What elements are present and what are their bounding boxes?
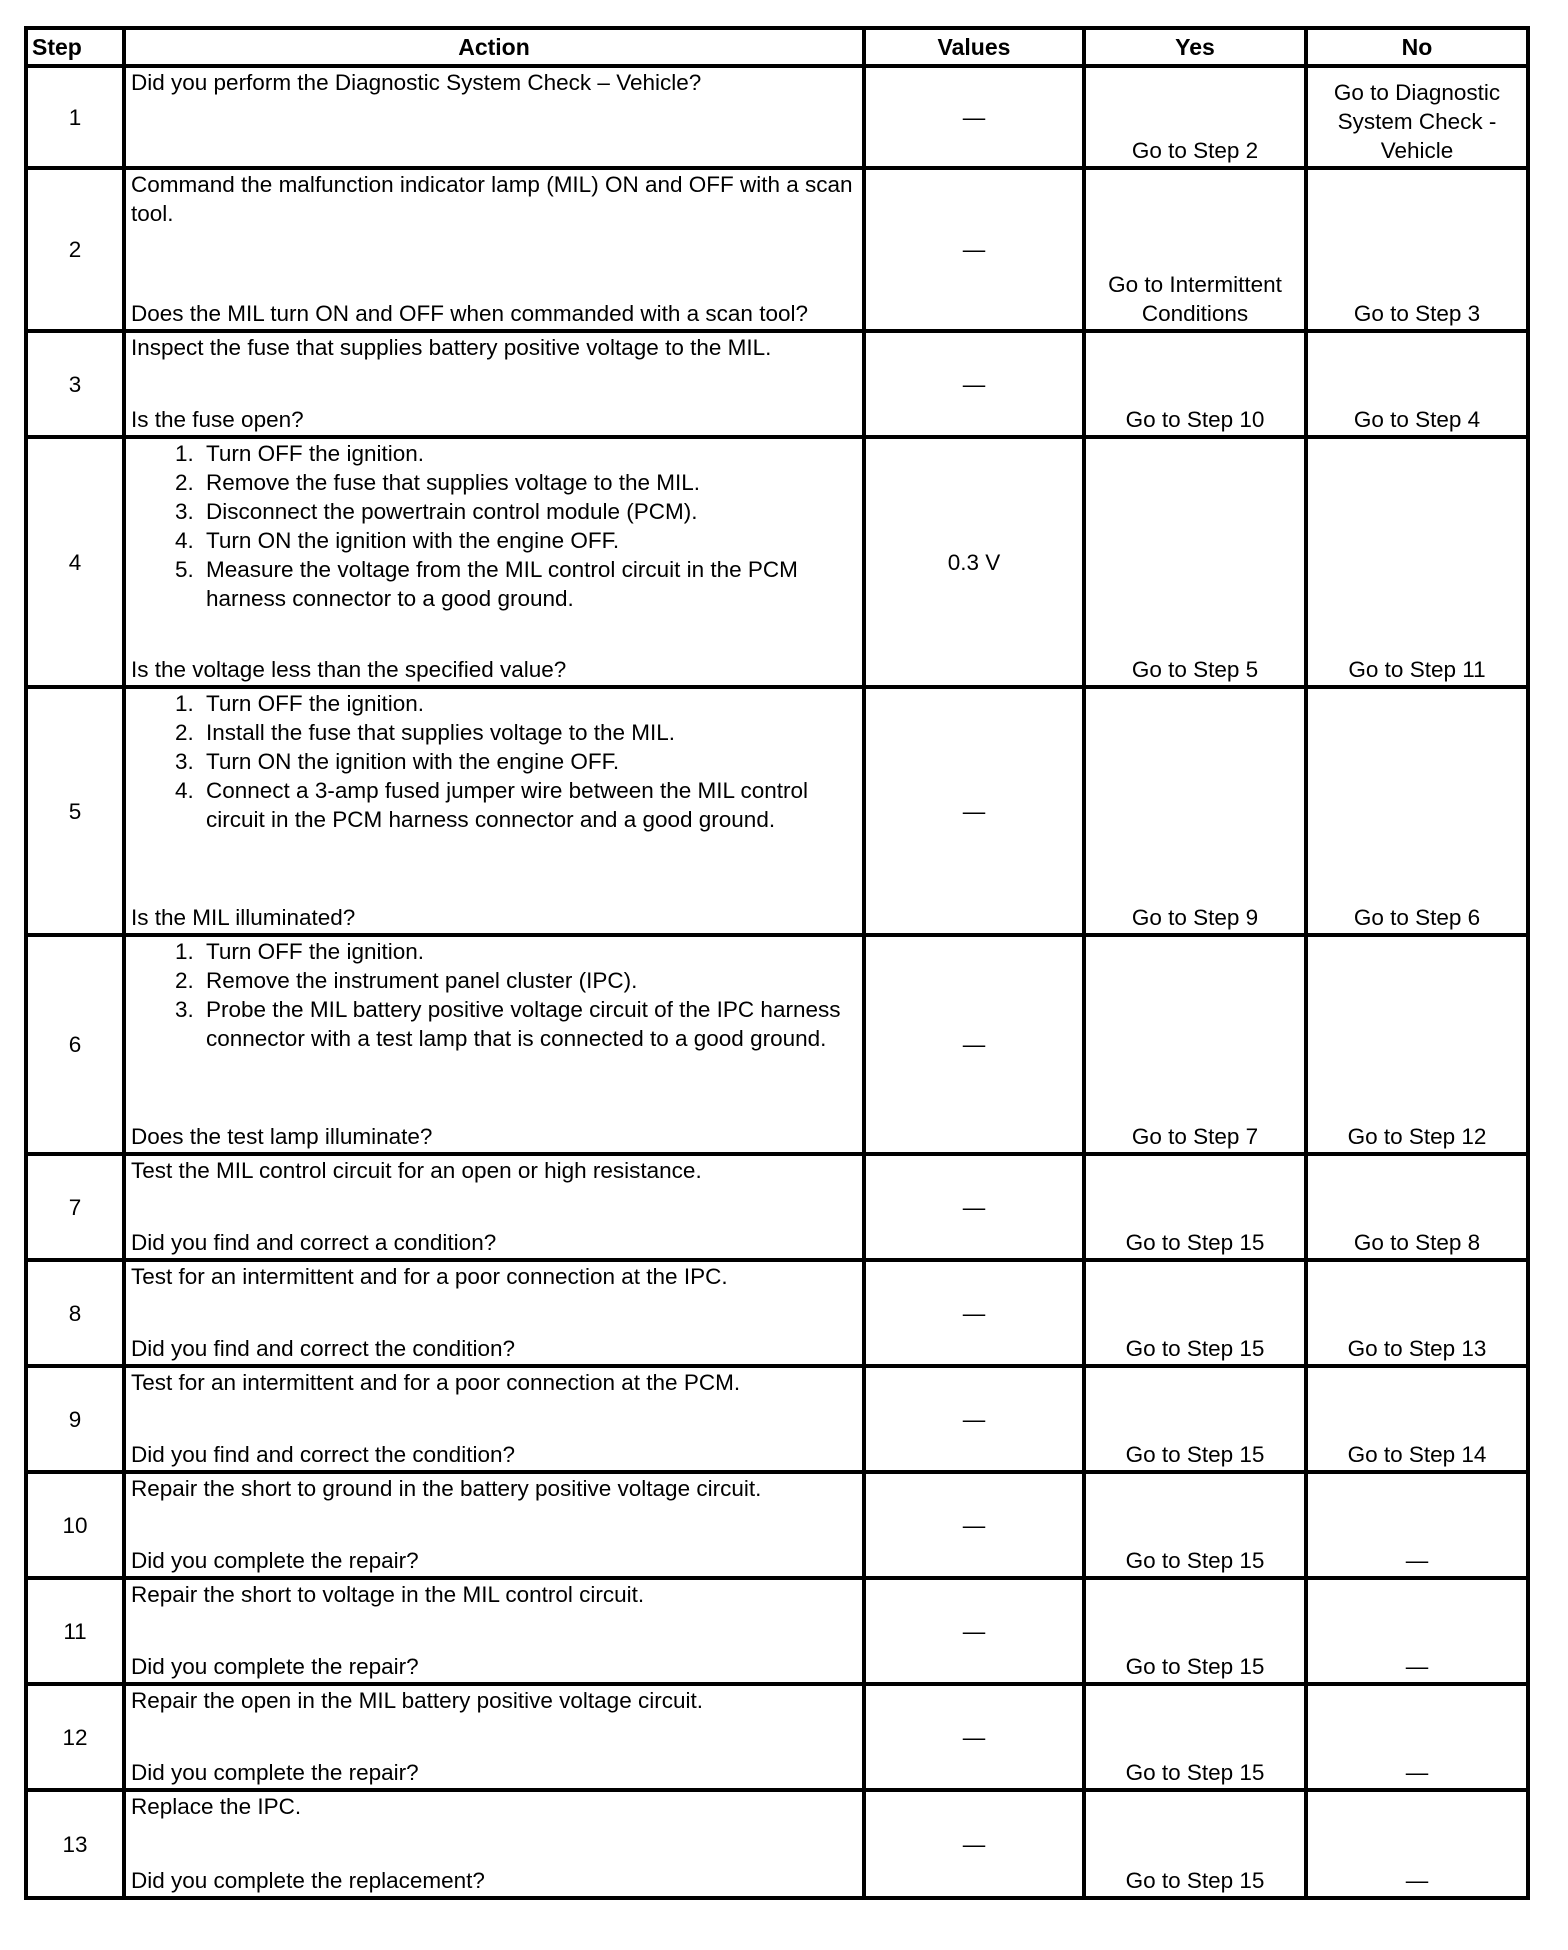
yes-outcome: Go to Step 15	[1084, 1366, 1306, 1472]
yes-outcome: Go to Step 15	[1084, 1684, 1306, 1790]
substep-number: 5.	[175, 557, 194, 582]
action-instructions	[131, 1686, 858, 1715]
action-cell	[124, 1154, 864, 1260]
action-question: Does the MIL turn ON and OFF when commanded with a scan tool?	[131, 301, 808, 326]
no-outcome: Go to Step 4	[1306, 331, 1528, 437]
action-question: Is the voltage less than the specified value?	[131, 657, 567, 682]
action-text: Did you perform the Diagnostic System Check – Vehicle?	[131, 70, 702, 95]
action-text: Repair the short to voltage in the MIL control circuit.	[131, 1582, 645, 1607]
table-row	[26, 66, 1528, 168]
yes-outcome: Go to Step 15	[1084, 1578, 1306, 1684]
no-outcome: —	[1306, 1472, 1528, 1578]
action-instructions	[131, 1156, 858, 1185]
action-instructions	[131, 1792, 858, 1821]
step-number: 11	[26, 1578, 124, 1684]
substep-text: Disconnect the powertrain control module (PCM).	[206, 499, 698, 524]
substep-text: Turn ON the ignition with the engine OFF.	[206, 528, 620, 553]
values-cell: —	[864, 1260, 1084, 1366]
values-cell: —	[864, 1154, 1084, 1260]
no-outcome: —	[1306, 1790, 1528, 1898]
substep-number: 1.	[175, 441, 194, 466]
no-outcome: Go to Step 3	[1306, 168, 1528, 331]
header-yes: Yes	[1084, 28, 1306, 66]
substep-number: 2.	[175, 720, 194, 745]
action-content	[126, 1580, 862, 1682]
substep-list	[131, 689, 858, 834]
substep-number: 2.	[175, 968, 194, 993]
yes-outcome: Go to Step 5	[1084, 437, 1306, 687]
yes-outcome: Go to Step 10	[1084, 331, 1306, 437]
table-row	[26, 437, 1528, 687]
header-step: Step	[26, 28, 124, 66]
no-outcome: Go to Step 11	[1306, 437, 1528, 687]
action-cell	[124, 687, 864, 935]
substep-text: Remove the fuse that supplies voltage to the MIL.	[206, 470, 701, 495]
list-item	[131, 689, 858, 718]
values-cell: —	[864, 331, 1084, 437]
action-question: Is the fuse open?	[131, 407, 304, 432]
values-cell: —	[864, 1684, 1084, 1790]
action-question: Did you find and correct the condition?	[131, 1442, 515, 1467]
action-content	[126, 439, 862, 685]
action-text: Replace the IPC.	[131, 1794, 302, 1819]
yes-outcome: Go to Step 15	[1084, 1472, 1306, 1578]
table-row	[26, 1578, 1528, 1684]
list-item	[131, 468, 858, 497]
step-number: 4	[26, 437, 124, 687]
action-cell	[124, 1472, 864, 1578]
substep-text: Probe the MIL battery positive voltage circuit of the IPC harness connector with a test lamp that is connected to a good ground.	[206, 997, 841, 1051]
action-content	[126, 68, 862, 166]
yes-outcome: Go to Step 9	[1084, 687, 1306, 935]
no-outcome: Go to Step 14	[1306, 1366, 1528, 1472]
action-cell	[124, 437, 864, 687]
step-number: 3	[26, 331, 124, 437]
values-cell: 0.3 V	[864, 437, 1084, 687]
action-content	[126, 1474, 862, 1576]
yes-outcome: Go to Intermittent Conditions	[1084, 168, 1306, 331]
substep-list	[131, 937, 858, 1053]
no-outcome: Go to Step 6	[1306, 687, 1528, 935]
list-item	[131, 995, 858, 1053]
substep-number: 2.	[175, 470, 194, 495]
values-cell: —	[864, 687, 1084, 935]
list-item	[131, 747, 858, 776]
action-question: Did you find and correct the condition?	[131, 1336, 515, 1361]
list-item	[131, 497, 858, 526]
action-content	[126, 1792, 862, 1896]
list-item	[131, 966, 858, 995]
substep-text: Connect a 3-amp fused jumper wire between the MIL control circuit in the PCM harness connector and a good ground.	[206, 778, 808, 832]
action-instructions	[131, 333, 858, 362]
action-question: Is the MIL illuminated?	[131, 905, 356, 930]
action-question: Did you complete the repair?	[131, 1654, 419, 1679]
action-cell	[124, 1578, 864, 1684]
table-row	[26, 1154, 1528, 1260]
values-cell: —	[864, 1790, 1084, 1898]
action-instructions	[131, 689, 858, 834]
list-item	[131, 937, 858, 966]
list-item	[131, 526, 858, 555]
action-content	[126, 1686, 862, 1788]
yes-outcome: Go to Step 15	[1084, 1790, 1306, 1898]
action-cell	[124, 66, 864, 168]
table-row	[26, 1790, 1528, 1898]
action-text: Test for an intermittent and for a poor connection at the IPC.	[131, 1264, 728, 1289]
table-body	[26, 66, 1528, 1898]
table-row	[26, 687, 1528, 935]
substep-number: 3.	[175, 997, 194, 1022]
values-cell: —	[864, 66, 1084, 168]
substep-text: Install the fuse that supplies voltage to the MIL.	[206, 720, 676, 745]
header-values: Values	[864, 28, 1084, 66]
step-number: 2	[26, 168, 124, 331]
table-row	[26, 1684, 1528, 1790]
table-row	[26, 935, 1528, 1154]
action-instructions	[131, 1368, 858, 1397]
table-row	[26, 1472, 1528, 1578]
substep-text: Turn OFF the ignition.	[206, 939, 425, 964]
action-content	[126, 689, 862, 933]
action-instructions	[131, 1580, 858, 1609]
action-instructions	[131, 170, 858, 228]
substep-text: Turn OFF the ignition.	[206, 441, 425, 466]
action-question: Did you complete the repair?	[131, 1760, 419, 1785]
table-row	[26, 1260, 1528, 1366]
action-cell	[124, 1790, 864, 1898]
action-text: Repair the open in the MIL battery positive voltage circuit.	[131, 1688, 703, 1713]
values-cell: —	[864, 1472, 1084, 1578]
step-number: 12	[26, 1684, 124, 1790]
no-outcome: Go to Step 13	[1306, 1260, 1528, 1366]
no-outcome: Go to Step 12	[1306, 935, 1528, 1154]
action-content	[126, 170, 862, 329]
substep-number: 3.	[175, 499, 194, 524]
yes-outcome: Go to Step 7	[1084, 935, 1306, 1154]
action-instructions	[131, 68, 858, 97]
no-outcome: Go to Step 8	[1306, 1154, 1528, 1260]
substep-number: 3.	[175, 749, 194, 774]
step-number: 1	[26, 66, 124, 168]
values-cell: —	[864, 1578, 1084, 1684]
list-item	[131, 776, 858, 834]
values-cell: —	[864, 935, 1084, 1154]
substep-text: Turn OFF the ignition.	[206, 691, 425, 716]
step-number: 6	[26, 935, 124, 1154]
action-cell	[124, 1366, 864, 1472]
values-cell: —	[864, 1366, 1084, 1472]
yes-outcome: Go to Step 15	[1084, 1154, 1306, 1260]
substep-number: 1.	[175, 939, 194, 964]
action-cell	[124, 935, 864, 1154]
action-content	[126, 1262, 862, 1364]
step-number: 9	[26, 1366, 124, 1472]
step-number: 8	[26, 1260, 124, 1366]
action-question: Did you find and correct a condition?	[131, 1230, 497, 1255]
values-cell: —	[864, 168, 1084, 331]
action-question: Did you complete the replacement?	[131, 1868, 485, 1893]
header-row	[26, 28, 1528, 66]
no-outcome: —	[1306, 1684, 1528, 1790]
step-number: 13	[26, 1790, 124, 1898]
table-row	[26, 1366, 1528, 1472]
action-instructions	[131, 1474, 858, 1503]
action-text: Command the malfunction indicator lamp (MIL) ON and OFF with a scan tool.	[131, 172, 853, 226]
action-instructions	[131, 439, 858, 613]
action-cell	[124, 168, 864, 331]
list-item	[131, 439, 858, 468]
action-cell	[124, 331, 864, 437]
step-number: 7	[26, 1154, 124, 1260]
table-row	[26, 331, 1528, 437]
action-question: Does the test lamp illuminate?	[131, 1124, 433, 1149]
action-text: Inspect the fuse that supplies battery positive voltage to the MIL.	[131, 335, 772, 360]
yes-outcome: Go to Step 15	[1084, 1260, 1306, 1366]
action-content	[126, 937, 862, 1152]
substep-text: Turn ON the ignition with the engine OFF.	[206, 749, 620, 774]
table-row	[26, 168, 1528, 331]
action-content	[126, 1368, 862, 1470]
substep-list	[131, 439, 858, 613]
action-text: Repair the short to ground in the battery positive voltage circuit.	[131, 1476, 762, 1501]
action-instructions	[131, 1262, 858, 1291]
substep-number: 4.	[175, 528, 194, 553]
action-text: Test the MIL control circuit for an open or high resistance.	[131, 1158, 702, 1183]
action-cell	[124, 1260, 864, 1366]
no-outcome: —	[1306, 1578, 1528, 1684]
header-no: No	[1306, 28, 1528, 66]
step-number: 10	[26, 1472, 124, 1578]
action-cell	[124, 1684, 864, 1790]
header-action: Action	[124, 28, 864, 66]
no-outcome: Go to Diagnostic System Check - Vehicle	[1306, 66, 1528, 168]
substep-number: 1.	[175, 691, 194, 716]
action-content	[126, 333, 862, 435]
action-text: Test for an intermittent and for a poor connection at the PCM.	[131, 1370, 741, 1395]
substep-text: Measure the voltage from the MIL control circuit in the PCM harness connector to a good ground.	[206, 557, 798, 611]
step-number: 5	[26, 687, 124, 935]
action-question: Did you complete the repair?	[131, 1548, 419, 1573]
action-content	[126, 1156, 862, 1258]
list-item	[131, 718, 858, 747]
list-item	[131, 555, 858, 613]
substep-text: Remove the instrument panel cluster (IPC).	[206, 968, 638, 993]
action-instructions	[131, 937, 858, 1053]
yes-outcome: Go to Step 2	[1084, 66, 1306, 168]
diagnostic-table	[24, 26, 1530, 1900]
substep-number: 4.	[175, 778, 194, 803]
